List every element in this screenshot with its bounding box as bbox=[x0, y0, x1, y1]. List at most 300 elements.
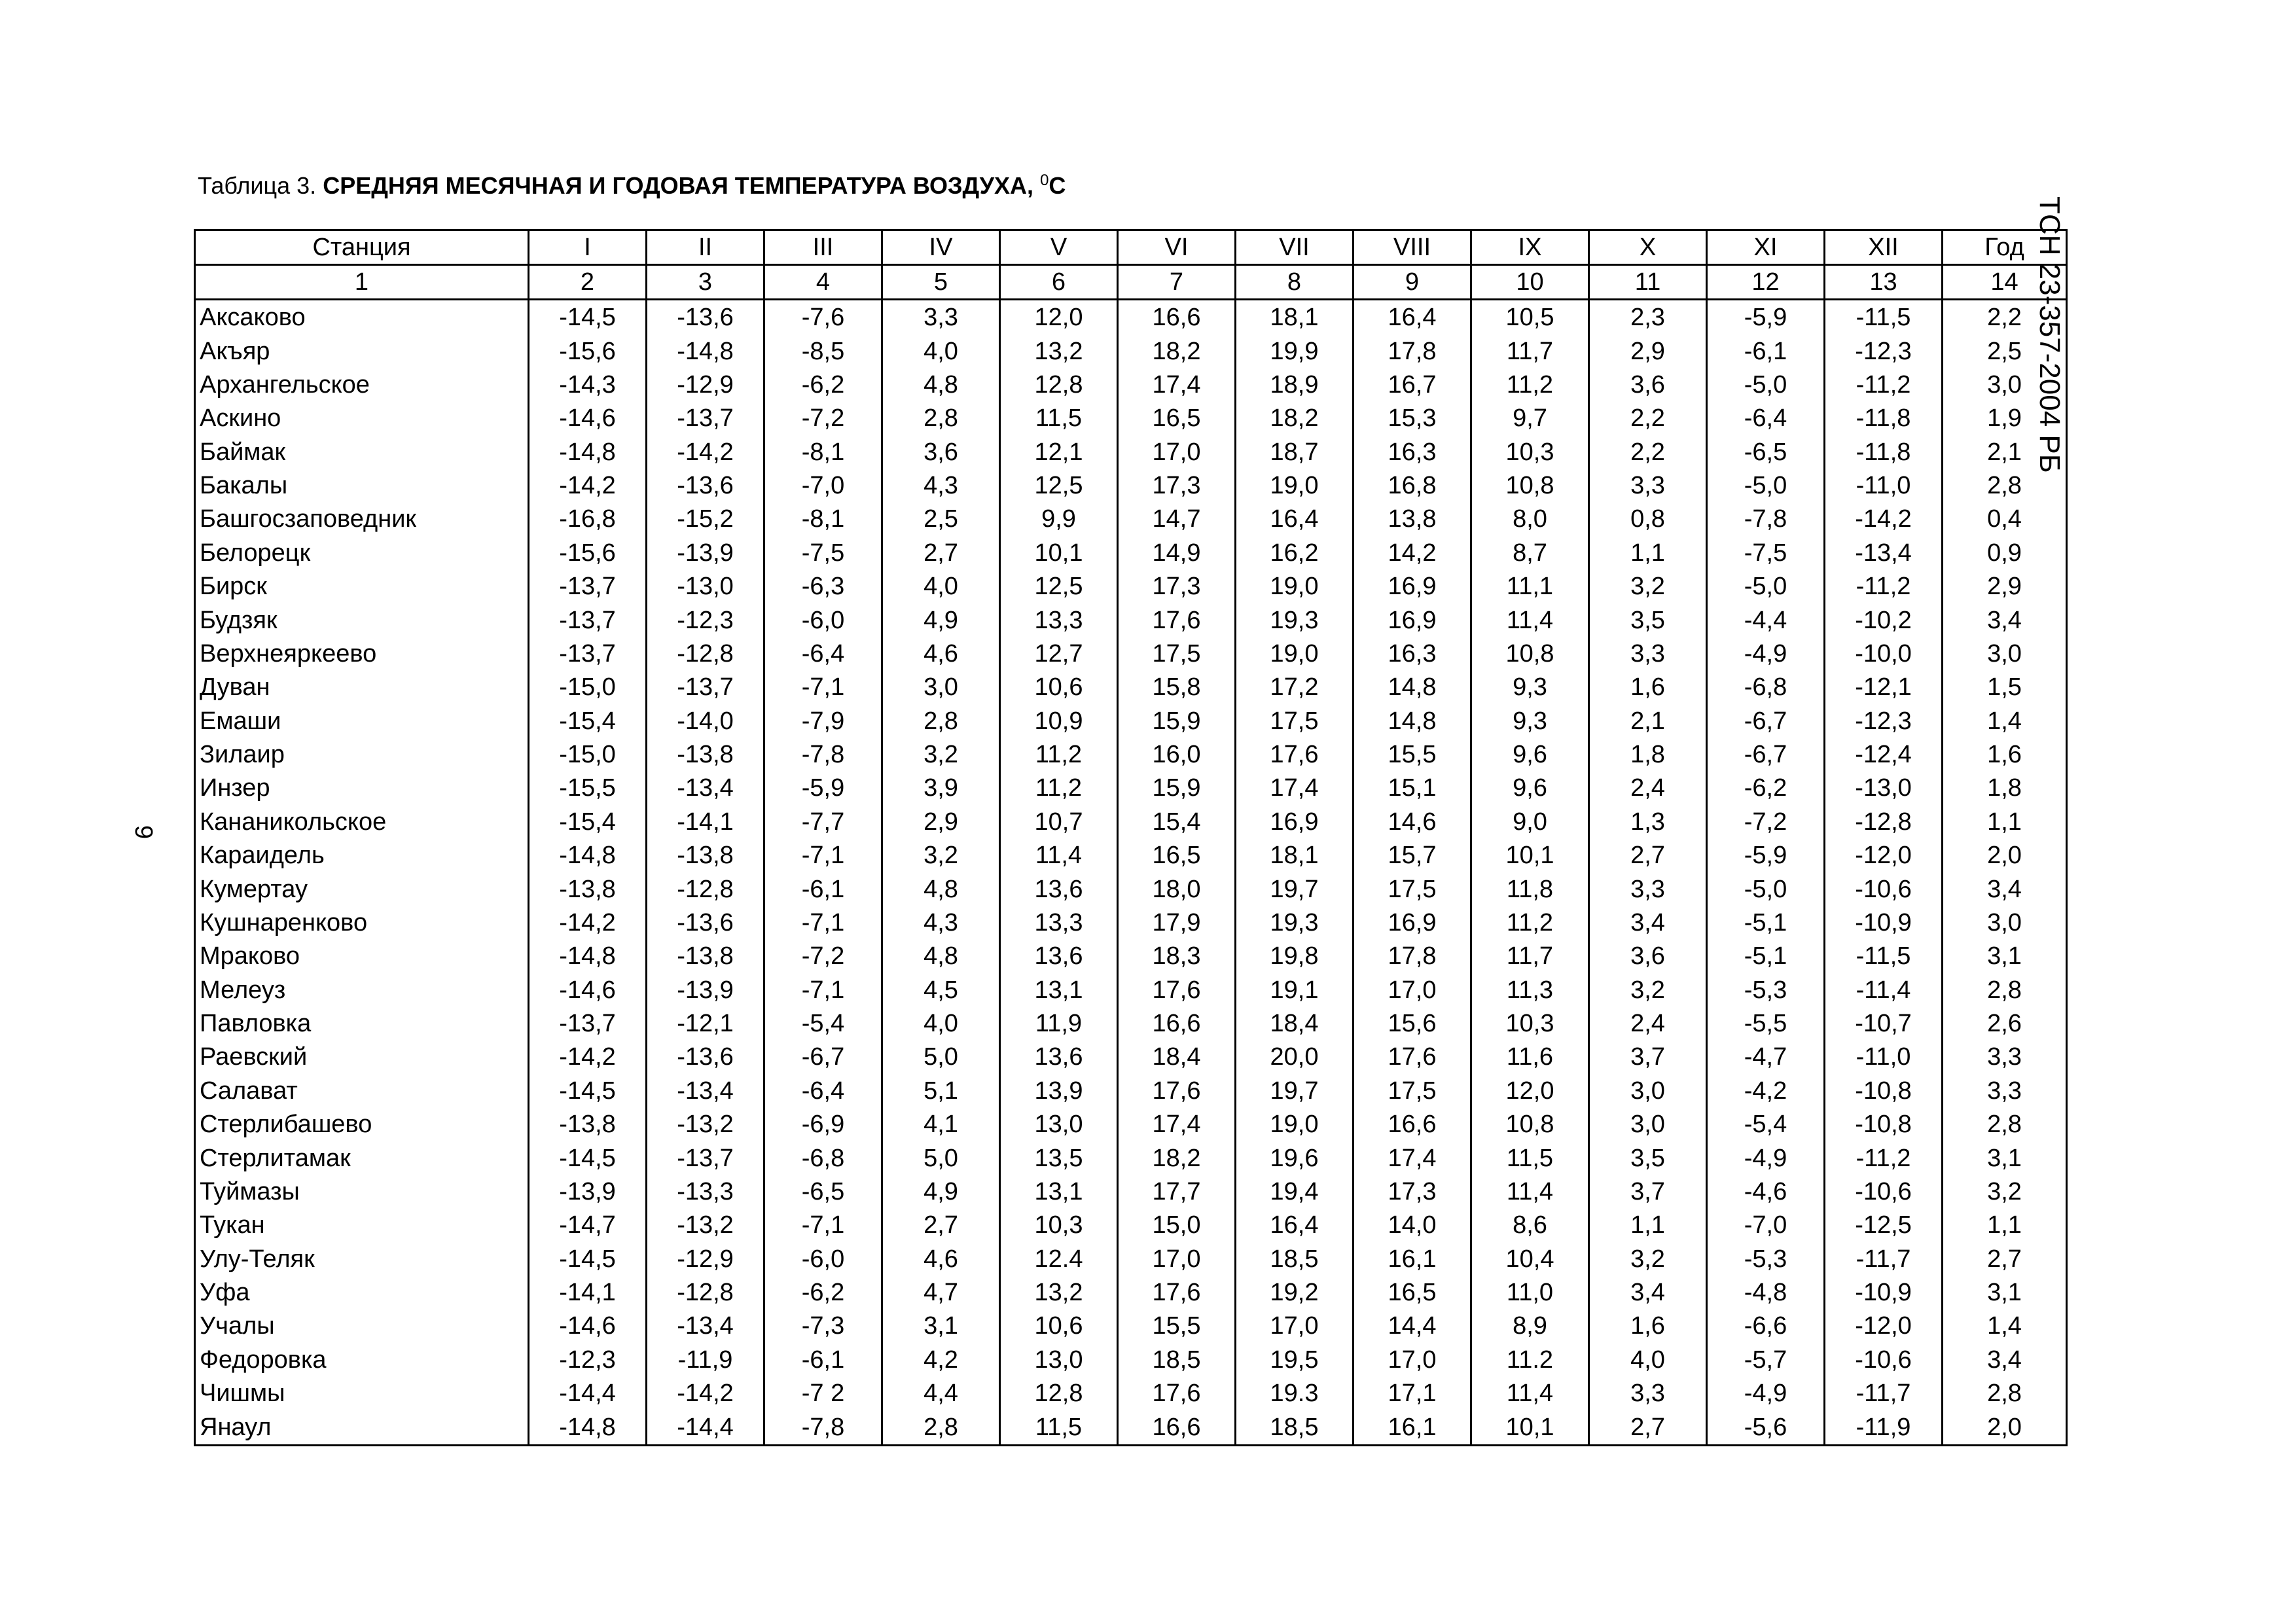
month-value: -15,4 bbox=[529, 704, 647, 738]
month-value: 16,1 bbox=[1354, 1242, 1471, 1275]
header-station: Станция bbox=[195, 230, 529, 265]
annual-value: 2,1 bbox=[1943, 435, 2067, 469]
month-value: 2,3 bbox=[1589, 300, 1707, 334]
column-number: 7 bbox=[1118, 265, 1236, 300]
station-name: Салават bbox=[195, 1074, 529, 1107]
month-value: 2,4 bbox=[1589, 772, 1707, 805]
station-name: Верхнеяркеево bbox=[195, 637, 529, 670]
table-row bbox=[195, 334, 2067, 368]
month-value: 11,9 bbox=[1000, 1007, 1118, 1040]
month-value: 11,2 bbox=[1000, 772, 1118, 805]
month-value: -7,1 bbox=[764, 671, 882, 704]
annual-value: 2,6 bbox=[1943, 1007, 2067, 1040]
column-number: 4 bbox=[764, 265, 882, 300]
month-value: 19,0 bbox=[1236, 637, 1354, 670]
month-value: -12,8 bbox=[1825, 805, 1943, 838]
header-col-10: X bbox=[1589, 230, 1707, 265]
month-value: 18,4 bbox=[1236, 1007, 1354, 1040]
table-row bbox=[195, 704, 2067, 738]
month-value: 1,3 bbox=[1589, 805, 1707, 838]
month-value: 11,0 bbox=[1471, 1275, 1589, 1309]
document-code: ТСН 23-357-2004 РБ bbox=[2034, 196, 2066, 473]
month-value: 11,1 bbox=[1471, 570, 1589, 603]
month-value: -7,5 bbox=[1707, 536, 1825, 569]
month-value: 17,4 bbox=[1118, 368, 1236, 401]
month-value: 4,8 bbox=[882, 368, 1000, 401]
table-row bbox=[195, 402, 2067, 435]
month-value: 15,1 bbox=[1354, 772, 1471, 805]
month-value: -11,0 bbox=[1825, 1041, 1943, 1074]
month-value: 3,4 bbox=[1589, 906, 1707, 939]
station-name: Улу-Теляк bbox=[195, 1242, 529, 1275]
month-value: 16,6 bbox=[1118, 1410, 1236, 1446]
month-value: -5,4 bbox=[764, 1007, 882, 1040]
month-value: -5,7 bbox=[1707, 1343, 1825, 1376]
column-number: 2 bbox=[529, 265, 647, 300]
month-value: 2,8 bbox=[882, 704, 1000, 738]
month-value: -14,1 bbox=[647, 805, 764, 838]
month-value: 12,5 bbox=[1000, 570, 1118, 603]
month-value: 17,3 bbox=[1118, 570, 1236, 603]
month-value: 16,6 bbox=[1354, 1108, 1471, 1141]
header-col-13: Год bbox=[1943, 230, 2067, 265]
month-value: 16,9 bbox=[1354, 603, 1471, 637]
month-value: -11,0 bbox=[1825, 469, 1943, 502]
month-value: -13,2 bbox=[647, 1209, 764, 1242]
month-value: 16,3 bbox=[1354, 637, 1471, 670]
page-number: 9 bbox=[130, 825, 158, 840]
month-value: 11,6 bbox=[1471, 1041, 1589, 1074]
month-value: -13,8 bbox=[647, 839, 764, 872]
month-value: -5,0 bbox=[1707, 368, 1825, 401]
month-value: 2,9 bbox=[882, 805, 1000, 838]
caption-unit-degree: 0 bbox=[1040, 171, 1049, 189]
month-value: -16,8 bbox=[529, 503, 647, 536]
month-value: 17,4 bbox=[1354, 1141, 1471, 1175]
station-name: Туймазы bbox=[195, 1175, 529, 1208]
month-value: 19,3 bbox=[1236, 906, 1354, 939]
month-value: -13,3 bbox=[647, 1175, 764, 1208]
month-value: 16,6 bbox=[1118, 300, 1236, 334]
month-value: 9,9 bbox=[1000, 503, 1118, 536]
month-value: 17,5 bbox=[1354, 872, 1471, 906]
station-name: Кушнаренково bbox=[195, 906, 529, 939]
month-value: 11,3 bbox=[1471, 973, 1589, 1007]
month-value: -13,9 bbox=[529, 1175, 647, 1208]
month-value: -11,2 bbox=[1825, 368, 1943, 401]
table-row bbox=[195, 1141, 2067, 1175]
month-value: 19,8 bbox=[1236, 940, 1354, 973]
table-row bbox=[195, 973, 2067, 1007]
table-row bbox=[195, 940, 2067, 973]
month-value: -13,4 bbox=[647, 1310, 764, 1343]
month-value: 11,8 bbox=[1471, 872, 1589, 906]
table-row bbox=[195, 1275, 2067, 1309]
month-value: 13,3 bbox=[1000, 906, 1118, 939]
month-value: 15,9 bbox=[1118, 704, 1236, 738]
month-value: 15,3 bbox=[1354, 402, 1471, 435]
station-name: Павловка bbox=[195, 1007, 529, 1040]
header-col-4: IV bbox=[882, 230, 1000, 265]
month-value: 17,3 bbox=[1354, 1175, 1471, 1208]
month-value: 19,9 bbox=[1236, 334, 1354, 368]
table-row bbox=[195, 637, 2067, 670]
station-name: Зилаир bbox=[195, 738, 529, 771]
month-value: 15,6 bbox=[1354, 1007, 1471, 1040]
month-value: -11,2 bbox=[1825, 1141, 1943, 1175]
annual-value: 1,1 bbox=[1943, 1209, 2067, 1242]
station-name: Бирск bbox=[195, 570, 529, 603]
station-name: Чишмы bbox=[195, 1377, 529, 1410]
month-value: 4,3 bbox=[882, 906, 1000, 939]
month-value: 11,4 bbox=[1471, 1175, 1589, 1208]
month-value: -11,8 bbox=[1825, 435, 1943, 469]
month-value: -11,7 bbox=[1825, 1242, 1943, 1275]
month-value: -13,7 bbox=[529, 603, 647, 637]
table-row bbox=[195, 1377, 2067, 1410]
annual-value: 0,9 bbox=[1943, 536, 2067, 569]
month-value: 19,3 bbox=[1236, 603, 1354, 637]
station-name: Янаул bbox=[195, 1410, 529, 1446]
month-value: 13,1 bbox=[1000, 973, 1118, 1007]
caption-title: СРЕДНЯЯ МЕСЯЧНАЯ И ГОДОВАЯ ТЕМПЕРАТУРА ВОЗДУХА, bbox=[323, 172, 1034, 199]
month-value: -7 2 bbox=[764, 1377, 882, 1410]
station-name: Башгосзаповедник bbox=[195, 503, 529, 536]
month-value: -14,8 bbox=[529, 940, 647, 973]
month-value: 9,3 bbox=[1471, 704, 1589, 738]
month-value: 15,8 bbox=[1118, 671, 1236, 704]
station-name: Караидель bbox=[195, 839, 529, 872]
month-value: 12,0 bbox=[1000, 300, 1118, 334]
month-value: -12,1 bbox=[1825, 671, 1943, 704]
month-value: 2,9 bbox=[1589, 334, 1707, 368]
month-value: 4,8 bbox=[882, 940, 1000, 973]
station-name: Белорецк bbox=[195, 536, 529, 569]
station-name: Аскино bbox=[195, 402, 529, 435]
table-row bbox=[195, 906, 2067, 939]
table-row bbox=[195, 300, 2067, 334]
month-value: 3,7 bbox=[1589, 1041, 1707, 1074]
annual-value: 1,8 bbox=[1943, 772, 2067, 805]
month-value: -7,0 bbox=[764, 469, 882, 502]
month-value: -13,0 bbox=[1825, 772, 1943, 805]
month-value: 11,2 bbox=[1471, 906, 1589, 939]
table-row bbox=[195, 872, 2067, 906]
month-value: 3,6 bbox=[1589, 940, 1707, 973]
month-value: 3,4 bbox=[1589, 1275, 1707, 1309]
month-value: -6,9 bbox=[764, 1108, 882, 1141]
annual-value: 3,0 bbox=[1943, 906, 2067, 939]
month-value: -6,3 bbox=[764, 570, 882, 603]
month-value: -13,6 bbox=[647, 906, 764, 939]
month-value: 10,1 bbox=[1471, 839, 1589, 872]
month-value: -8,5 bbox=[764, 334, 882, 368]
month-value: 5,0 bbox=[882, 1141, 1000, 1175]
month-value: 1,6 bbox=[1589, 671, 1707, 704]
month-value: 4,4 bbox=[882, 1377, 1000, 1410]
column-number: 14 bbox=[1943, 265, 2067, 300]
month-value: 17,6 bbox=[1118, 1074, 1236, 1107]
month-value: -8,1 bbox=[764, 503, 882, 536]
station-name: Федоровка bbox=[195, 1343, 529, 1376]
month-value: 4,0 bbox=[882, 570, 1000, 603]
month-value: -13,8 bbox=[647, 738, 764, 771]
month-value: -14,2 bbox=[529, 906, 647, 939]
month-value: 11.2 bbox=[1471, 1343, 1589, 1376]
month-value: -14,4 bbox=[529, 1377, 647, 1410]
month-value: -12,5 bbox=[1825, 1209, 1943, 1242]
month-value: -6,0 bbox=[764, 603, 882, 637]
month-value: 10,3 bbox=[1471, 435, 1589, 469]
month-value: 2,7 bbox=[1589, 1410, 1707, 1446]
month-value: -14,5 bbox=[529, 300, 647, 334]
station-name: Дуван bbox=[195, 671, 529, 704]
month-value: 16,0 bbox=[1118, 738, 1236, 771]
annual-value: 3,4 bbox=[1943, 1343, 2067, 1376]
month-value: 8,0 bbox=[1471, 503, 1589, 536]
month-value: 11,2 bbox=[1471, 368, 1589, 401]
month-value: -6,6 bbox=[1707, 1310, 1825, 1343]
month-value: -5,5 bbox=[1707, 1007, 1825, 1040]
header-col-1: I bbox=[529, 230, 647, 265]
month-value: 2,5 bbox=[882, 503, 1000, 536]
month-value: -10,8 bbox=[1825, 1108, 1943, 1141]
month-value: -14,5 bbox=[529, 1141, 647, 1175]
month-value: -14,5 bbox=[529, 1242, 647, 1275]
annual-value: 3,0 bbox=[1943, 368, 2067, 401]
month-value: -7,1 bbox=[764, 906, 882, 939]
month-value: 4,0 bbox=[882, 1007, 1000, 1040]
month-value: 16,4 bbox=[1236, 1209, 1354, 1242]
month-value: -14,6 bbox=[529, 402, 647, 435]
annual-value: 3,1 bbox=[1943, 1275, 2067, 1309]
month-value: 13,6 bbox=[1000, 872, 1118, 906]
month-value: -12,8 bbox=[647, 1275, 764, 1309]
annual-value: 1,9 bbox=[1943, 402, 2067, 435]
table-body bbox=[195, 300, 2067, 1446]
annual-value: 3,1 bbox=[1943, 940, 2067, 973]
month-value: -4,2 bbox=[1707, 1074, 1825, 1107]
month-value: 13,1 bbox=[1000, 1175, 1118, 1208]
month-value: 3,3 bbox=[882, 300, 1000, 334]
month-value: -6,8 bbox=[764, 1141, 882, 1175]
month-value: 16,8 bbox=[1354, 469, 1471, 502]
month-value: -4,8 bbox=[1707, 1275, 1825, 1309]
month-value: 2,8 bbox=[882, 1410, 1000, 1446]
month-value: -7,7 bbox=[764, 805, 882, 838]
month-value: 3,0 bbox=[1589, 1074, 1707, 1107]
month-value: 19,2 bbox=[1236, 1275, 1354, 1309]
month-value: 4,8 bbox=[882, 872, 1000, 906]
column-number: 5 bbox=[882, 265, 1000, 300]
month-value: -14,6 bbox=[529, 1310, 647, 1343]
month-value: 16,9 bbox=[1354, 906, 1471, 939]
month-value: 4,2 bbox=[882, 1343, 1000, 1376]
month-value: -12,8 bbox=[647, 637, 764, 670]
month-value: -6,2 bbox=[1707, 772, 1825, 805]
month-value: -7,1 bbox=[764, 973, 882, 1007]
month-value: -15,0 bbox=[529, 671, 647, 704]
month-value: -7,2 bbox=[764, 402, 882, 435]
month-value: 18,5 bbox=[1118, 1343, 1236, 1376]
month-value: 18,0 bbox=[1118, 872, 1236, 906]
month-value: -13,7 bbox=[647, 1141, 764, 1175]
month-value: 3,2 bbox=[1589, 1242, 1707, 1275]
month-value: 19,7 bbox=[1236, 1074, 1354, 1107]
month-value: 9,6 bbox=[1471, 738, 1589, 771]
month-value: -7,0 bbox=[1707, 1209, 1825, 1242]
month-value: -13,7 bbox=[529, 637, 647, 670]
station-name: Архангельское bbox=[195, 368, 529, 401]
month-value: 4,5 bbox=[882, 973, 1000, 1007]
month-value: -7,3 bbox=[764, 1310, 882, 1343]
month-value: -10,6 bbox=[1825, 1343, 1943, 1376]
table-row bbox=[195, 772, 2067, 805]
month-value: -13,2 bbox=[647, 1108, 764, 1141]
month-value: -11,9 bbox=[1825, 1410, 1943, 1446]
month-value: 11,7 bbox=[1471, 334, 1589, 368]
month-value: -5,9 bbox=[764, 772, 882, 805]
month-value: 17,0 bbox=[1354, 973, 1471, 1007]
annual-value: 3,0 bbox=[1943, 637, 2067, 670]
month-value: 14,7 bbox=[1118, 503, 1236, 536]
month-value: 19,7 bbox=[1236, 872, 1354, 906]
annual-value: 2,8 bbox=[1943, 973, 2067, 1007]
month-value: -14,6 bbox=[529, 973, 647, 1007]
month-value: 19.3 bbox=[1236, 1377, 1354, 1410]
month-value: 16,9 bbox=[1236, 805, 1354, 838]
month-value: -6,7 bbox=[1707, 738, 1825, 771]
month-value: 3,2 bbox=[1589, 973, 1707, 1007]
month-value: -15,6 bbox=[529, 334, 647, 368]
month-value: 15,5 bbox=[1118, 1310, 1236, 1343]
column-number: 11 bbox=[1589, 265, 1707, 300]
header-col-8: VIII bbox=[1354, 230, 1471, 265]
month-value: 17,6 bbox=[1118, 603, 1236, 637]
month-value: -10,0 bbox=[1825, 637, 1943, 670]
month-value: 18,2 bbox=[1118, 1141, 1236, 1175]
month-value: 2,2 bbox=[1589, 402, 1707, 435]
month-value: 17,3 bbox=[1118, 469, 1236, 502]
month-value: -6,8 bbox=[1707, 671, 1825, 704]
month-value: -7,2 bbox=[764, 940, 882, 973]
month-value: 2,1 bbox=[1589, 704, 1707, 738]
month-value: 13,0 bbox=[1000, 1108, 1118, 1141]
month-value: 3,6 bbox=[1589, 368, 1707, 401]
month-value: -7,1 bbox=[764, 839, 882, 872]
month-value: -4,7 bbox=[1707, 1041, 1825, 1074]
column-number: 12 bbox=[1707, 265, 1825, 300]
month-value: 2,4 bbox=[1589, 1007, 1707, 1040]
month-value: 3,2 bbox=[882, 839, 1000, 872]
month-value: 17,6 bbox=[1118, 1377, 1236, 1410]
month-value: -5,4 bbox=[1707, 1108, 1825, 1141]
month-value: -14,4 bbox=[647, 1410, 764, 1446]
month-value: -7,8 bbox=[1707, 503, 1825, 536]
month-value: -5,0 bbox=[1707, 469, 1825, 502]
table-row bbox=[195, 839, 2067, 872]
month-value: 15,9 bbox=[1118, 772, 1236, 805]
month-value: -12,8 bbox=[647, 872, 764, 906]
annual-value: 1,4 bbox=[1943, 1310, 2067, 1343]
month-value: 10,7 bbox=[1000, 805, 1118, 838]
month-value: 2,2 bbox=[1589, 435, 1707, 469]
station-name: Стерлитамак bbox=[195, 1141, 529, 1175]
column-number: 8 bbox=[1236, 265, 1354, 300]
month-value: 15,4 bbox=[1118, 805, 1236, 838]
month-value: 2,7 bbox=[882, 1209, 1000, 1242]
month-value: -6,7 bbox=[764, 1041, 882, 1074]
station-name: Учалы bbox=[195, 1310, 529, 1343]
month-value: 12,5 bbox=[1000, 469, 1118, 502]
month-value: 3,1 bbox=[882, 1310, 1000, 1343]
month-value: -11,7 bbox=[1825, 1377, 1943, 1410]
month-value: 1,8 bbox=[1589, 738, 1707, 771]
annual-value: 2,0 bbox=[1943, 839, 2067, 872]
month-value: -13,6 bbox=[647, 300, 764, 334]
caption-unit: C bbox=[1049, 172, 1066, 199]
month-value: 13,2 bbox=[1000, 1275, 1118, 1309]
month-value: -13,6 bbox=[647, 1041, 764, 1074]
month-value: 10,6 bbox=[1000, 671, 1118, 704]
caption-prefix: Таблица 3. bbox=[198, 172, 317, 199]
month-value: 3,0 bbox=[1589, 1108, 1707, 1141]
month-value: -12,1 bbox=[647, 1007, 764, 1040]
month-value: 9,7 bbox=[1471, 402, 1589, 435]
month-value: 10,3 bbox=[1471, 1007, 1589, 1040]
month-value: -6,5 bbox=[1707, 435, 1825, 469]
month-value: 8,6 bbox=[1471, 1209, 1589, 1242]
header-col-2: II bbox=[647, 230, 764, 265]
month-value: -6,4 bbox=[764, 637, 882, 670]
annual-value: 3,3 bbox=[1943, 1074, 2067, 1107]
month-value: -8,1 bbox=[764, 435, 882, 469]
month-value: 17,9 bbox=[1118, 906, 1236, 939]
month-value: 14,8 bbox=[1354, 704, 1471, 738]
header-col-12: XII bbox=[1825, 230, 1943, 265]
header-row bbox=[195, 230, 2067, 265]
month-value: 3,3 bbox=[1589, 872, 1707, 906]
month-value: 17,2 bbox=[1236, 671, 1354, 704]
column-number: 13 bbox=[1825, 265, 1943, 300]
annual-value: 1,4 bbox=[1943, 704, 2067, 738]
month-value: 15,5 bbox=[1354, 738, 1471, 771]
month-value: -14,8 bbox=[529, 435, 647, 469]
month-value: -6,5 bbox=[764, 1175, 882, 1208]
month-value: 10,3 bbox=[1000, 1209, 1118, 1242]
column-number-row bbox=[195, 265, 2067, 300]
station-name: Стерлибашево bbox=[195, 1108, 529, 1141]
month-value: -6,7 bbox=[1707, 704, 1825, 738]
month-value: -6,1 bbox=[1707, 334, 1825, 368]
month-value: 16,7 bbox=[1354, 368, 1471, 401]
month-value: 4,6 bbox=[882, 1242, 1000, 1275]
month-value: 19,6 bbox=[1236, 1141, 1354, 1175]
month-value: -13,8 bbox=[529, 872, 647, 906]
month-value: -10,8 bbox=[1825, 1074, 1943, 1107]
month-value: 3,2 bbox=[882, 738, 1000, 771]
month-value: 10,1 bbox=[1471, 1410, 1589, 1446]
month-value: -7,1 bbox=[764, 1209, 882, 1242]
month-value: 18,7 bbox=[1236, 435, 1354, 469]
month-value: -5,9 bbox=[1707, 839, 1825, 872]
station-name: Акъяр bbox=[195, 334, 529, 368]
month-value: -13,9 bbox=[647, 536, 764, 569]
month-value: -13,6 bbox=[647, 469, 764, 502]
month-value: 13,3 bbox=[1000, 603, 1118, 637]
month-value: 17,0 bbox=[1354, 1343, 1471, 1376]
month-value: 18,2 bbox=[1118, 334, 1236, 368]
